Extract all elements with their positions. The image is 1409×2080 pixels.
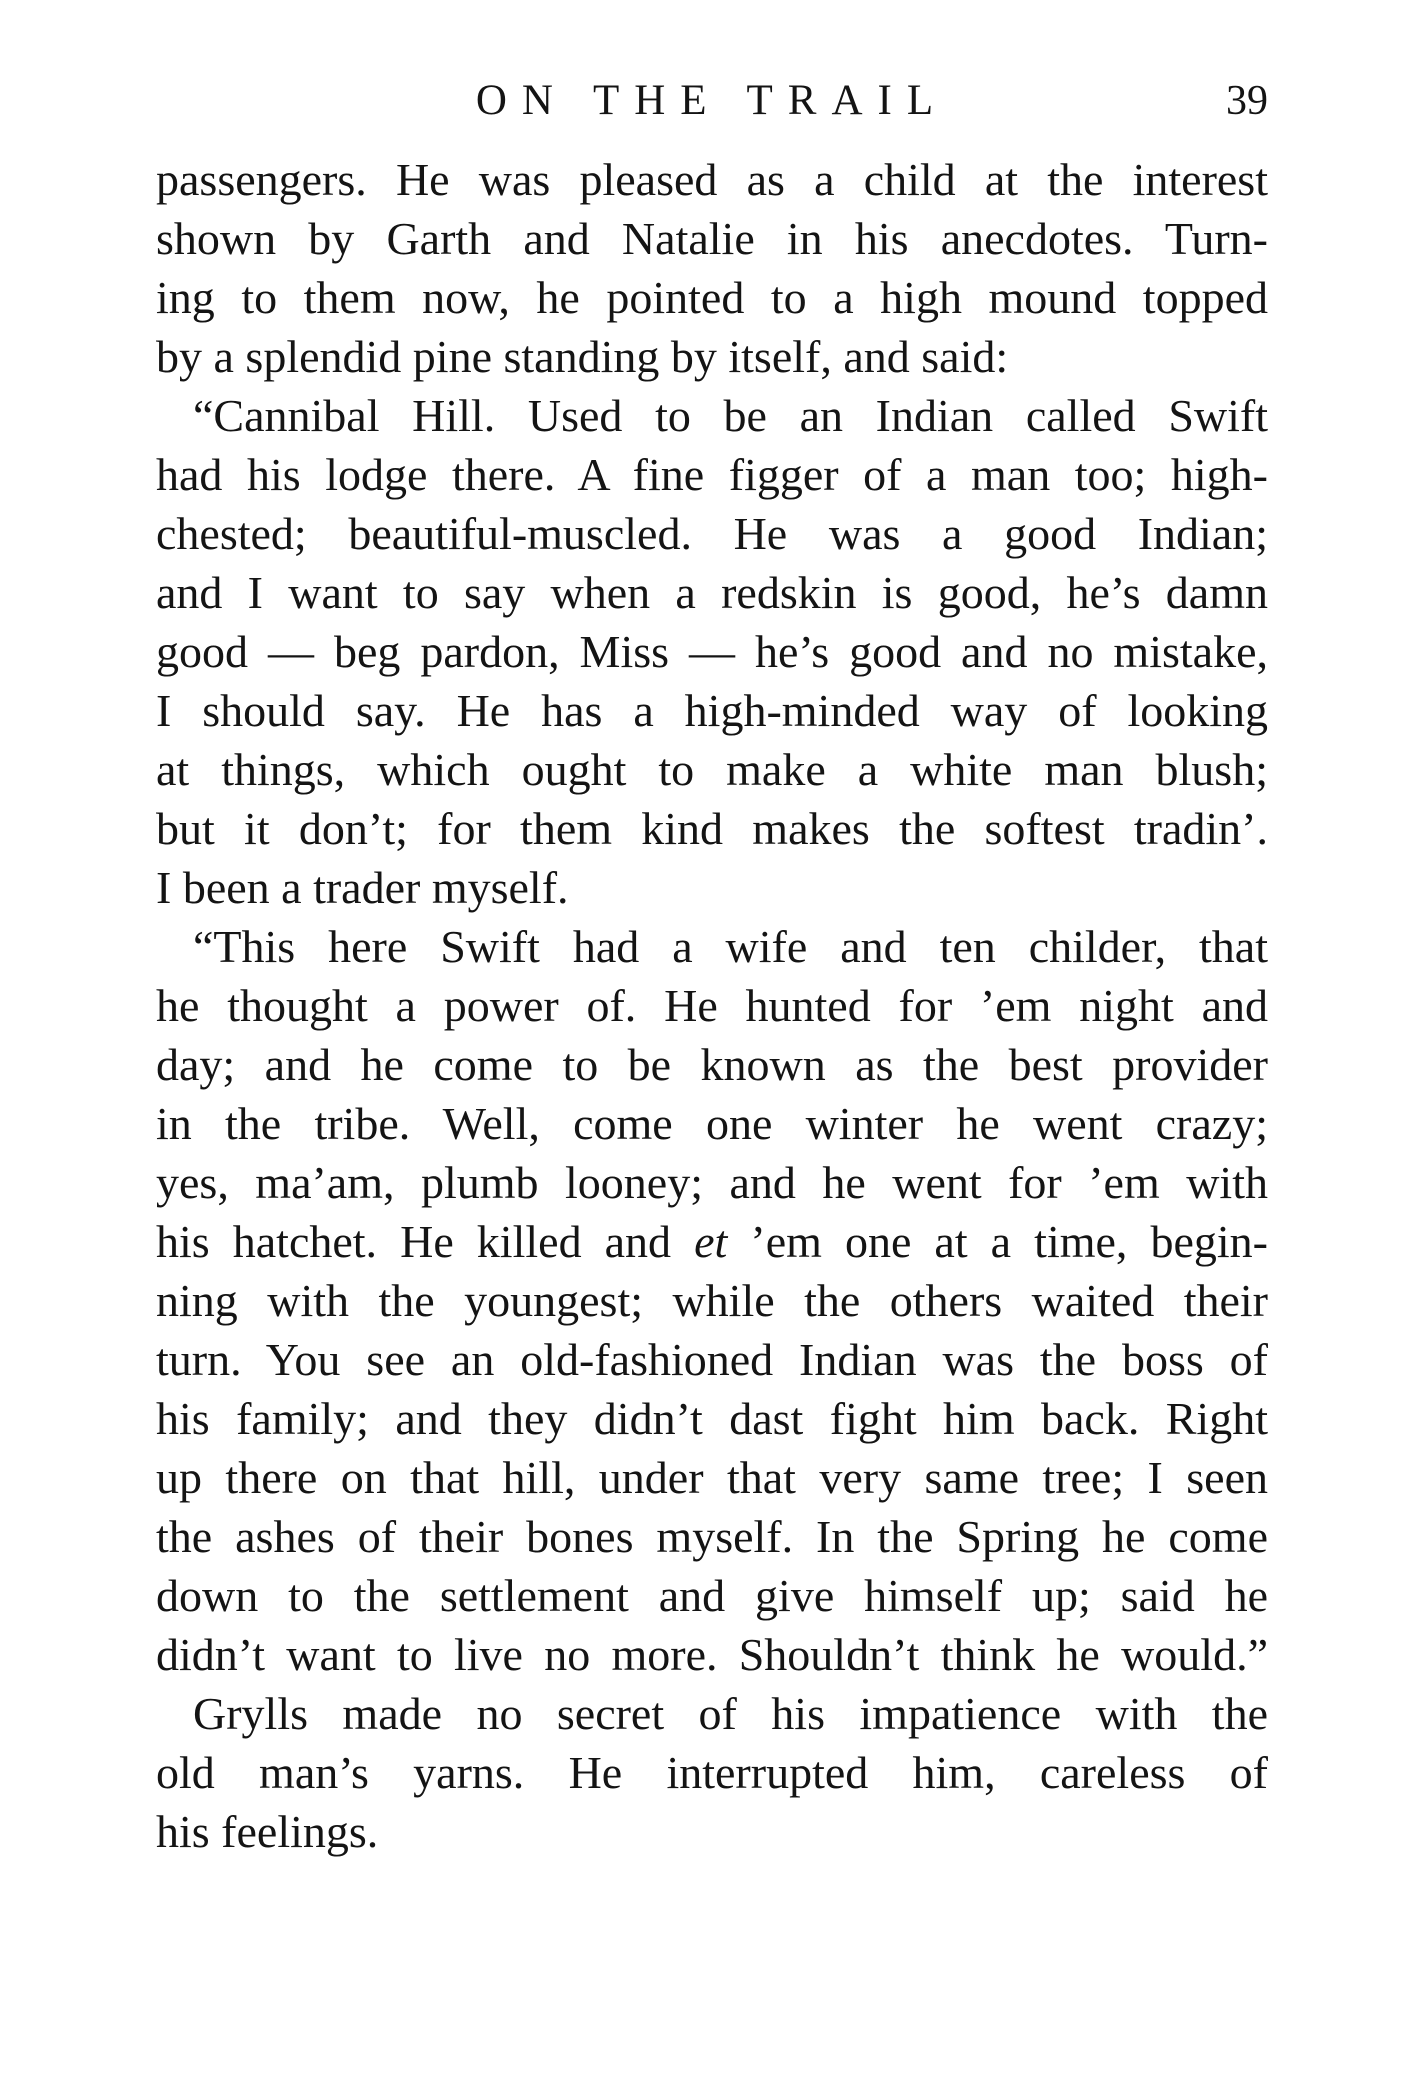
text-line: up there on that hill, under that very same tree; I seen [156, 1452, 1268, 1503]
text-line: ing to them now, he pointed to a high mound topped [156, 272, 1268, 323]
text-line: he thought a power of. He hunted for ’em night and [156, 980, 1268, 1031]
text-line: his family; and they didn’t dast fight him back. Right [156, 1393, 1268, 1444]
text-line: good — beg pardon, Miss — he’s good and no mistake, [156, 626, 1268, 677]
text-line: the ashes of their bones myself. In the Spring he come [156, 1511, 1268, 1562]
text-line: ning with the youngest; while the others waited their [156, 1275, 1268, 1326]
text-line: down to the settlement and give himself up; said he [156, 1570, 1268, 1621]
text-segment: his hatchet. He killed and [156, 1216, 695, 1267]
text-line: in the tribe. Well, come one winter he went crazy; [156, 1098, 1268, 1149]
italic-word: et [694, 1216, 728, 1267]
text-line: chested; beautiful-muscled. He was a good Indian; [156, 508, 1268, 559]
text-line: his feelings. [156, 1806, 379, 1857]
text-line: I should say. He has a high-minded way of looking [156, 685, 1268, 736]
text-line: at things, which ought to make a white man blush; [156, 744, 1268, 795]
text-line: by a splendid pine standing by itself, and said: [156, 331, 1009, 382]
text-line: day; and he come to be known as the best provider [156, 1039, 1268, 1090]
text-segment: ’em one at a time, begin- [727, 1216, 1268, 1267]
text-line: shown by Garth and Natalie in his anecdotes. Turn- [156, 213, 1268, 264]
text-line: turn. You see an old-fashioned Indian was the boss of [156, 1334, 1268, 1385]
text-line: had his lodge there. A fine figger of a man too; high- [156, 449, 1268, 500]
text-line: old man’s yarns. He interrupted him, careless of [156, 1747, 1268, 1798]
text-line: and I want to say when a redskin is good, he’s damn [156, 567, 1268, 618]
text-line: yes, ma’am, plumb looney; and he went for ’em with [156, 1157, 1268, 1208]
running-title: ON THE TRAIL [475, 77, 949, 124]
text-line-with-italic [156, 1212, 1268, 1271]
text-line: I been a trader myself. [156, 862, 569, 913]
text-line: didn’t want to live no more. Shouldn’t think he would.” [156, 1629, 1268, 1680]
text-line: but it don’t; for them kind makes the softest tradin’. [156, 803, 1268, 854]
text-line: “This here Swift had a wife and ten childer, that [193, 921, 1268, 972]
body-text [156, 150, 1268, 1861]
page-number: 39 [1226, 78, 1268, 124]
running-head [156, 66, 1268, 136]
text-line: “Cannibal Hill. Used to be an Indian called Swift [193, 390, 1268, 441]
text-line: passengers. He was pleased as a child at the interest [156, 154, 1268, 205]
text-line: Grylls made no secret of his impatience with the [193, 1688, 1268, 1739]
